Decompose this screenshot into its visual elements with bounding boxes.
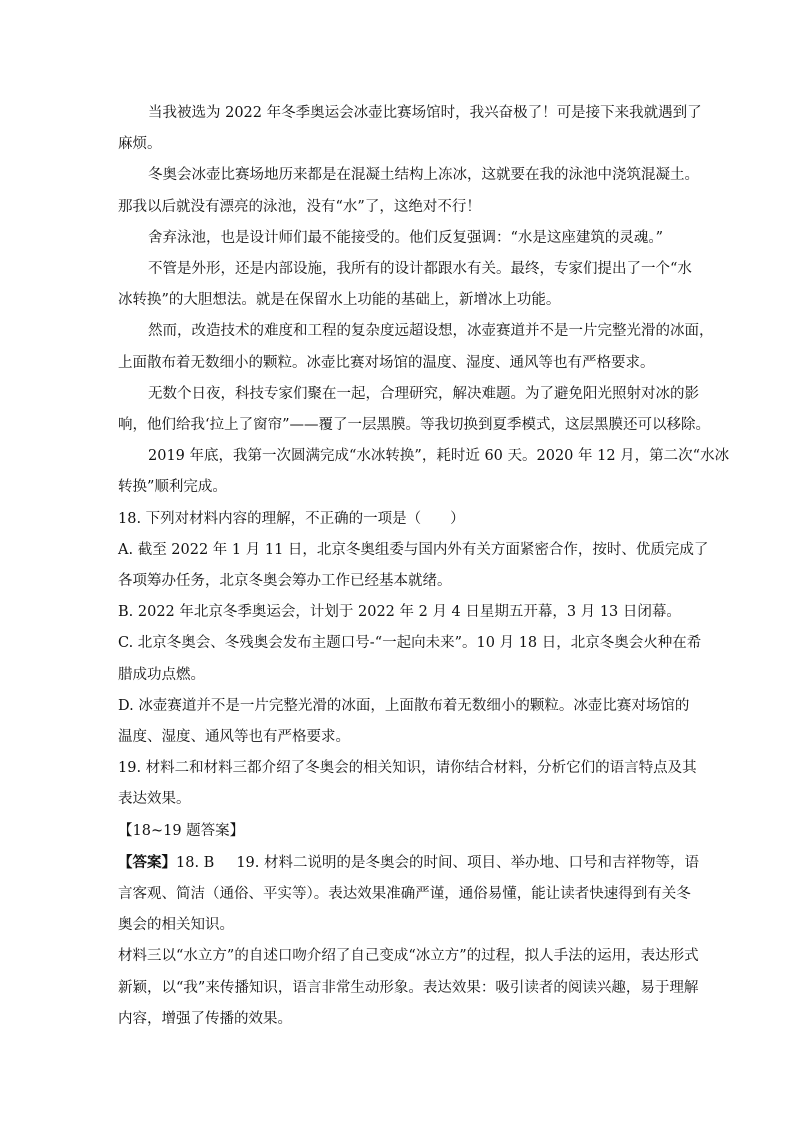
answer-19-line-2: 言客观、简洁（通俗、平实等）。表达效果准确严谨，通俗易懂，能让读者快速得到有关冬 bbox=[118, 886, 691, 903]
question-18-option-c-line-2: 腊成功点燃。 bbox=[118, 666, 205, 683]
material-paragraph-5-line-2: 上面散布着无数细小的颗粒。冰壶比赛对场馆的温度、湿度、通风等也有严格要求。 bbox=[118, 354, 655, 371]
material-paragraph-6-line-1: 无数个日夜，科技专家们聚在一起，合理研究，解决难题。为了避免阳光照射对冰的影 bbox=[148, 385, 699, 402]
material-paragraph-7-line-1: 2019 年底，我第一次圆满完成“水冰转换”，耗时近 60 天。2020 年 12 月，第二次“水冰 bbox=[148, 448, 730, 465]
question-18-stem: 18. 下列对材料内容的理解，不正确的一项是（ ） bbox=[118, 510, 465, 527]
document-page bbox=[118, 98, 730, 1035]
question-18-option-d-line-1: D. 冰壶赛道并不是一片完整光滑的冰面，上面散布着无数细小的颗粒。冰壶比赛对场馆的 bbox=[118, 697, 690, 714]
material-paragraph-2-line-1: 冬奥会冰壶比赛场地历来都是在混凝土结构上冻冰，这就要在我的泳池中浇筑混凝土。 bbox=[148, 167, 699, 184]
answer-more-line-1: 材料三以“水立方”的自述口吻介绍了自己变成“冰立方”的过程，拟人手法的运用，表达形式 bbox=[118, 948, 699, 965]
material-paragraph-4-line-2: 冰转换”的大胆想法。就是在保留水上功能的基础上，新增冰上功能。 bbox=[118, 292, 561, 309]
material-paragraph-7-line-2: 转换”顺利完成。 bbox=[118, 479, 227, 496]
question-18-option-a-line-1: A. 截至 2022 年 1 月 11 日，北京冬奥组委与国内外有关方面紧密合作，按时、优质完成了 bbox=[118, 541, 709, 558]
answer-section-header: 【18~19 题答案】 bbox=[118, 822, 245, 839]
material-paragraph-2-line-2: 那我以后就没有漂亮的泳池，没有“水”了，这绝对不行！ bbox=[118, 198, 481, 215]
answer-tag: 【答案】 bbox=[118, 853, 176, 871]
material-paragraph-1-line-1: 当我被选为 2022 年冬季奥运会冰壶比赛场馆时，我兴奋极了！可是接下来我就遇到了 bbox=[148, 105, 702, 121]
material-paragraph-3-line-1: 舍弃泳池，也是设计师们最不能接受的。他们反复强调：“水是这座建筑的灵魂。” bbox=[148, 229, 664, 246]
material-paragraph-6-line-2: 响，他们给我‘拉上了窗帘”——覆了一层黑膜。等我切换到夏季模式，这层黑膜还可以移除。 bbox=[118, 417, 711, 434]
material-paragraph-5-line-1: 然而，改造技术的难度和工程的复杂度远超设想，冰壶赛道并不是一片完整光滑的冰面， bbox=[148, 323, 714, 340]
question-18-option-c-line-1: C. 北京冬奥会、冬残奥会发布主题口号-“一起向未来”。10 月 18 日，北京冬奥会火种在希 bbox=[118, 635, 702, 652]
question-19-line-2: 表达效果。 bbox=[118, 791, 191, 808]
answer-line-1 bbox=[118, 847, 699, 879]
question-18-option-b: B. 2022 年北京冬季奥运会，计划于 2022 年 2 月 4 日星期五开幕，3 月 13 日闭幕。 bbox=[118, 604, 681, 621]
material-paragraph-4-line-1: 不管是外形，还是内部设施，我所有的设计都跟水有关。最终，专家们提出了一个“水 bbox=[148, 261, 692, 278]
question-19-line-1: 19. 材料二和材料三都介绍了冬奥会的相关知识，请你结合材料，分析它们的语言特点及其 bbox=[118, 760, 697, 777]
question-18-option-a-line-2: 各项筹办任务，北京冬奥会筹办工作已经基本就绪。 bbox=[118, 573, 452, 590]
question-18-option-d-line-2: 温度、湿度、通风等也有严格要求。 bbox=[118, 729, 350, 746]
answer-more-line-3: 内容，增强了传播的效果。 bbox=[118, 1010, 292, 1027]
answer-19-line-3: 奥会的相关知识。 bbox=[118, 917, 234, 934]
answer-more-line-2: 新颖，以“我”来传播知识，语言非常生动形象。表达效果：吸引读者的阅读兴趣，易于理解 bbox=[118, 979, 699, 996]
material-paragraph-1-line-2: 麻烦。 bbox=[118, 136, 162, 153]
answer-18: 18. B bbox=[176, 854, 215, 871]
answer-19-line-1: 19. 材料二说明的是冬奥会的时间、项目、举办地、口号和吉祥物等，语 bbox=[236, 854, 699, 871]
